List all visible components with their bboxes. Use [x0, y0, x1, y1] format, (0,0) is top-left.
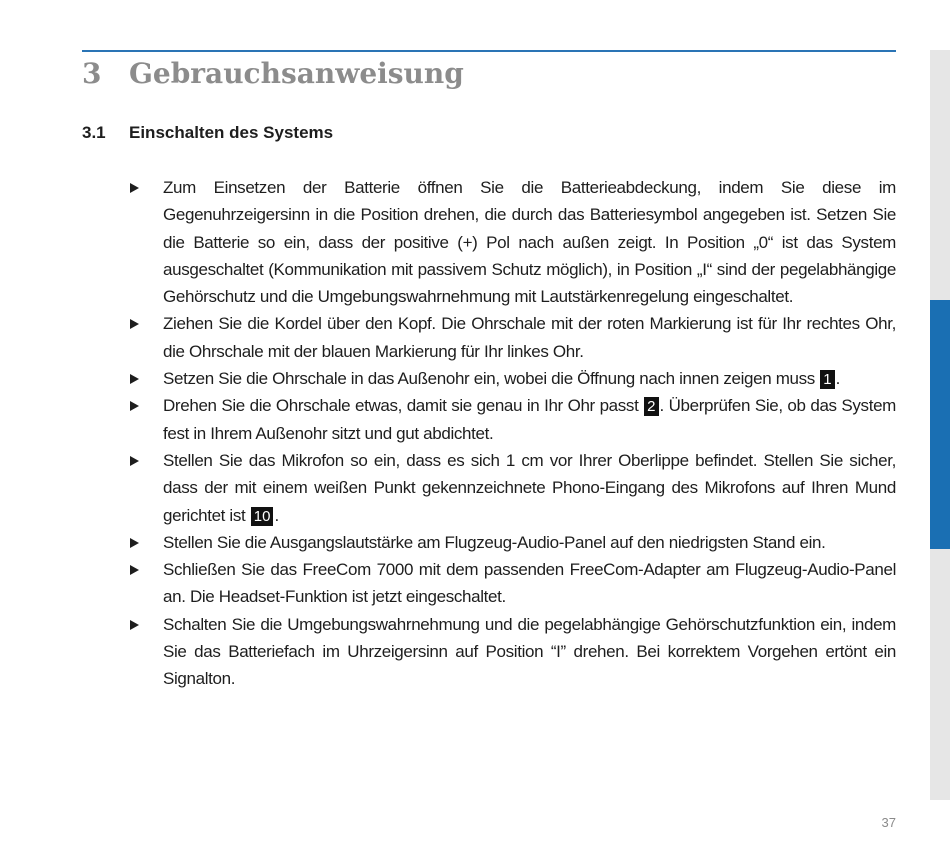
- triangle-right-icon: [130, 611, 142, 638]
- chapter-number: 3: [82, 57, 102, 90]
- instruction-step: [130, 529, 896, 556]
- page-number: 37: [881, 815, 896, 830]
- side-tab-active-marker: [930, 300, 950, 549]
- instruction-step: [130, 365, 896, 392]
- step-text: Schließen Sie das FreeCom 7000 mit dem passenden FreeCom-Adapter am Flugzeug-Audio-Panel an. Die Headset-Funktion ist jetzt eingeschaltet.: [163, 560, 896, 607]
- figure-reference-badge: 2: [644, 397, 658, 416]
- triangle-right-icon: [130, 556, 142, 583]
- step-text: Schalten Sie die Umgebungswahrnehmung und die pegelabhängige Gehörschutzfunktion ein, indem Sie das Batteriefach im Uhrzeigersinn auf Position “I” drehen. Bei korrektem Vorgehen ertönt ein Signalton.: [163, 614, 896, 689]
- step-text: Setzen Sie die Ohrschale in das Außenohr ein, wobei die Öffnung nach innen zeigen muss: [163, 369, 820, 389]
- instruction-step: [130, 611, 896, 693]
- step-text-end: .: [835, 369, 841, 389]
- triangle-right-icon: [130, 447, 142, 474]
- section-number: 3.1: [82, 123, 106, 142]
- chapter-heading: [82, 56, 464, 92]
- instruction-step: [130, 310, 896, 365]
- instruction-step: [130, 174, 896, 310]
- step-text: Drehen Sie die Ohrschale etwas, damit sie genau in Ihr Ohr passt: [163, 396, 644, 416]
- instruction-step: [130, 556, 896, 611]
- triangle-right-icon: [130, 310, 142, 337]
- step-text: Ziehen Sie die Kordel über den Kopf. Die Ohrschale mit der roten Markierung ist für Ihr rechtes Ohr, die Ohrschale mit der blauen Markierung für Ihr linkes Ohr.: [163, 314, 896, 361]
- triangle-right-icon: [130, 365, 142, 392]
- section-title: Einschalten des Systems: [129, 123, 334, 142]
- step-text: Zum Einsetzen der Batterie öffnen Sie die Batterieabdeckung, indem Sie diese im Gegenuhrzeigersinn in die Position drehen, die durch das Batteriesymbol angegeben ist. Setzen Sie die Batterie so ein, dass der positive (+) Pol nach außen zeigt. In Position „0“ ist das System ausgeschaltet (Kommunikation mit passivem Schutz möglich), in Position „I“ sind der pegelabhängige Gehörschutz und die Umgebungswahrnehmung mit Lautstärkenregelung eingeschaltet.: [163, 178, 896, 307]
- figure-reference-badge: 10: [251, 507, 274, 526]
- instruction-list: [130, 174, 896, 693]
- triangle-right-icon: [130, 174, 142, 201]
- step-text: Stellen Sie die Ausgangslautstärke am Flugzeug-Audio-Panel auf den niedrigsten Stand ein.: [163, 532, 826, 552]
- step-text: Stellen Sie das Mikrofon so ein, dass es sich 1 cm vor Ihrer Oberlippe befindet. Stellen Sie sicher, dass der mit einem weißen Punkt gekennzeichnete Phono-Eingang des Mikrofons auf Ihren Mund gerichtet ist: [163, 450, 896, 525]
- step-text-end: .: [274, 505, 279, 525]
- instruction-step: [130, 392, 896, 447]
- triangle-right-icon: [130, 392, 142, 419]
- step-text-end: . Überprüfen Sie, ob das System fest in Ihrem Außenohr sitzt und gut abdichtet.: [163, 396, 896, 443]
- figure-reference-badge: 1: [820, 370, 834, 389]
- section-heading: [82, 122, 333, 144]
- triangle-right-icon: [130, 529, 142, 556]
- instruction-step: [130, 447, 896, 529]
- header-rule: [82, 50, 896, 52]
- chapter-title: Gebrauchsanweisung: [129, 57, 464, 90]
